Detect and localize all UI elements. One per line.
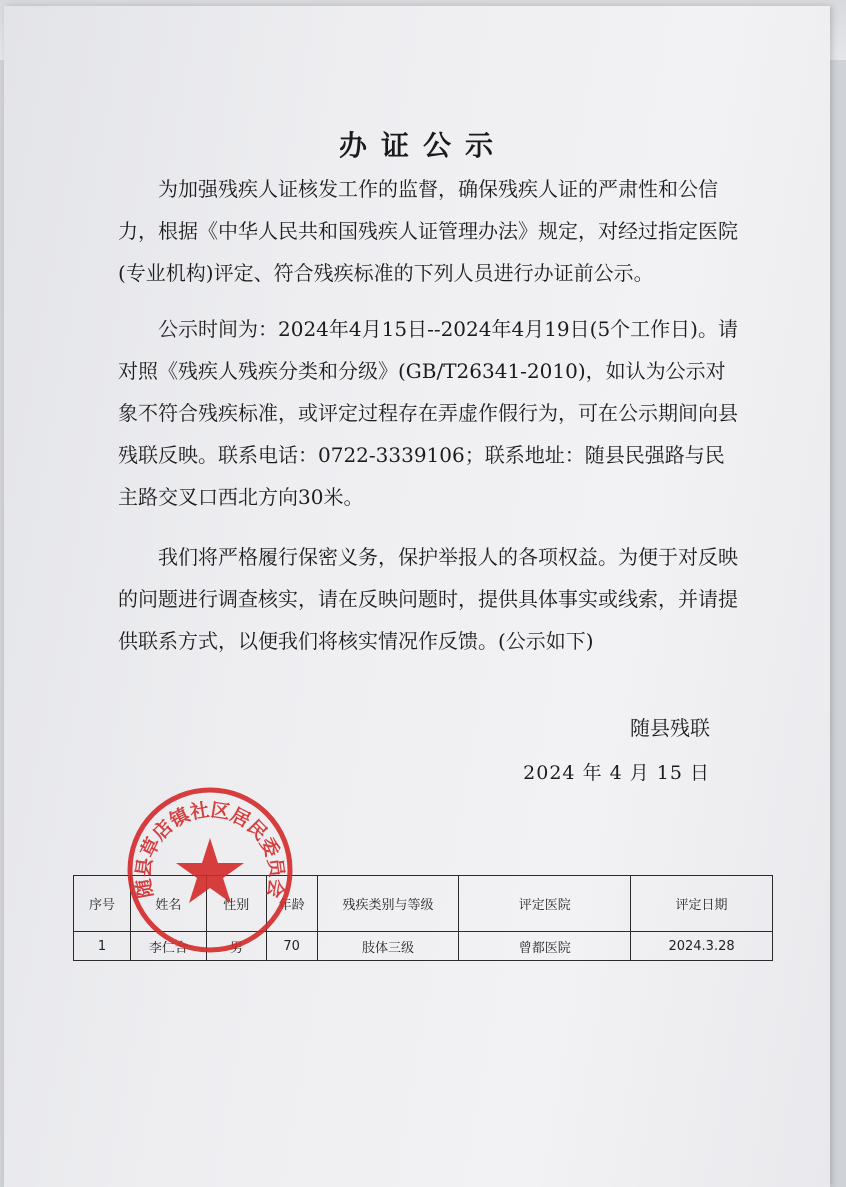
- issuer-name: 随县残联: [630, 716, 710, 740]
- paragraph-purpose: [118, 168, 738, 294]
- seal-star-icon: [176, 838, 244, 903]
- cell-gender: 男: [206, 932, 266, 961]
- paragraph-period-text: 公示时间为：2024年4月15日--2024年4月19日(5个工作日)。请对照《残疾人残疾分类和分级》(GB/T26341-2010)，如认为公示对象不符合残疾标准，或评定过程存在弄虚作假行为，可在公示期间向县残联反映。联系电话：0722-3339106；联系地址：随县民强路与民主路交叉口西北方向30米。: [118, 317, 738, 509]
- cell-hospital: 曾都医院: [459, 932, 631, 961]
- paragraph-confidentiality-text: 我们将严格履行保密义务，保护举报人的各项权益。为便于对反映的问题进行调查核实，请在反映问题时，提供具体事实或线索，并请提供联系方式，以便我们将核实情况作反馈。(公示如下): [118, 545, 738, 653]
- header-name: 姓名: [130, 876, 206, 932]
- header-eval-date: 评定日期: [631, 876, 773, 932]
- paragraph-confidentiality: [118, 536, 738, 662]
- seal-text: 随县草店镇社区居民委员会: [132, 799, 288, 900]
- header-category: 残疾类别与等级: [317, 876, 459, 932]
- header-gender: 性别: [206, 876, 266, 932]
- issue-date: 2024 年 4 月 15 日: [523, 762, 710, 784]
- paragraph-period: [118, 308, 738, 518]
- header-age: 年龄: [266, 876, 317, 932]
- cell-category: 肢体三级: [317, 932, 459, 961]
- cell-age: 70: [266, 932, 317, 961]
- header-hospital: 评定医院: [459, 876, 631, 932]
- official-seal-stamp: [120, 780, 300, 960]
- paragraph-purpose-text: 为加强残疾人证核发工作的监督，确保残疾人证的严肃性和公信力，根据《中华人民共和国残疾人证管理办法》规定，对经过指定医院(专业机构)评定、符合残疾标准的下列人员进行办证前公示。: [118, 177, 738, 285]
- notice-title: 办证公示: [338, 129, 507, 162]
- cell-name: 李仁合: [130, 932, 206, 961]
- cell-eval-date: 2024.3.28: [631, 932, 773, 961]
- header-no: 序号: [74, 876, 131, 932]
- cell-no: 1: [74, 932, 131, 961]
